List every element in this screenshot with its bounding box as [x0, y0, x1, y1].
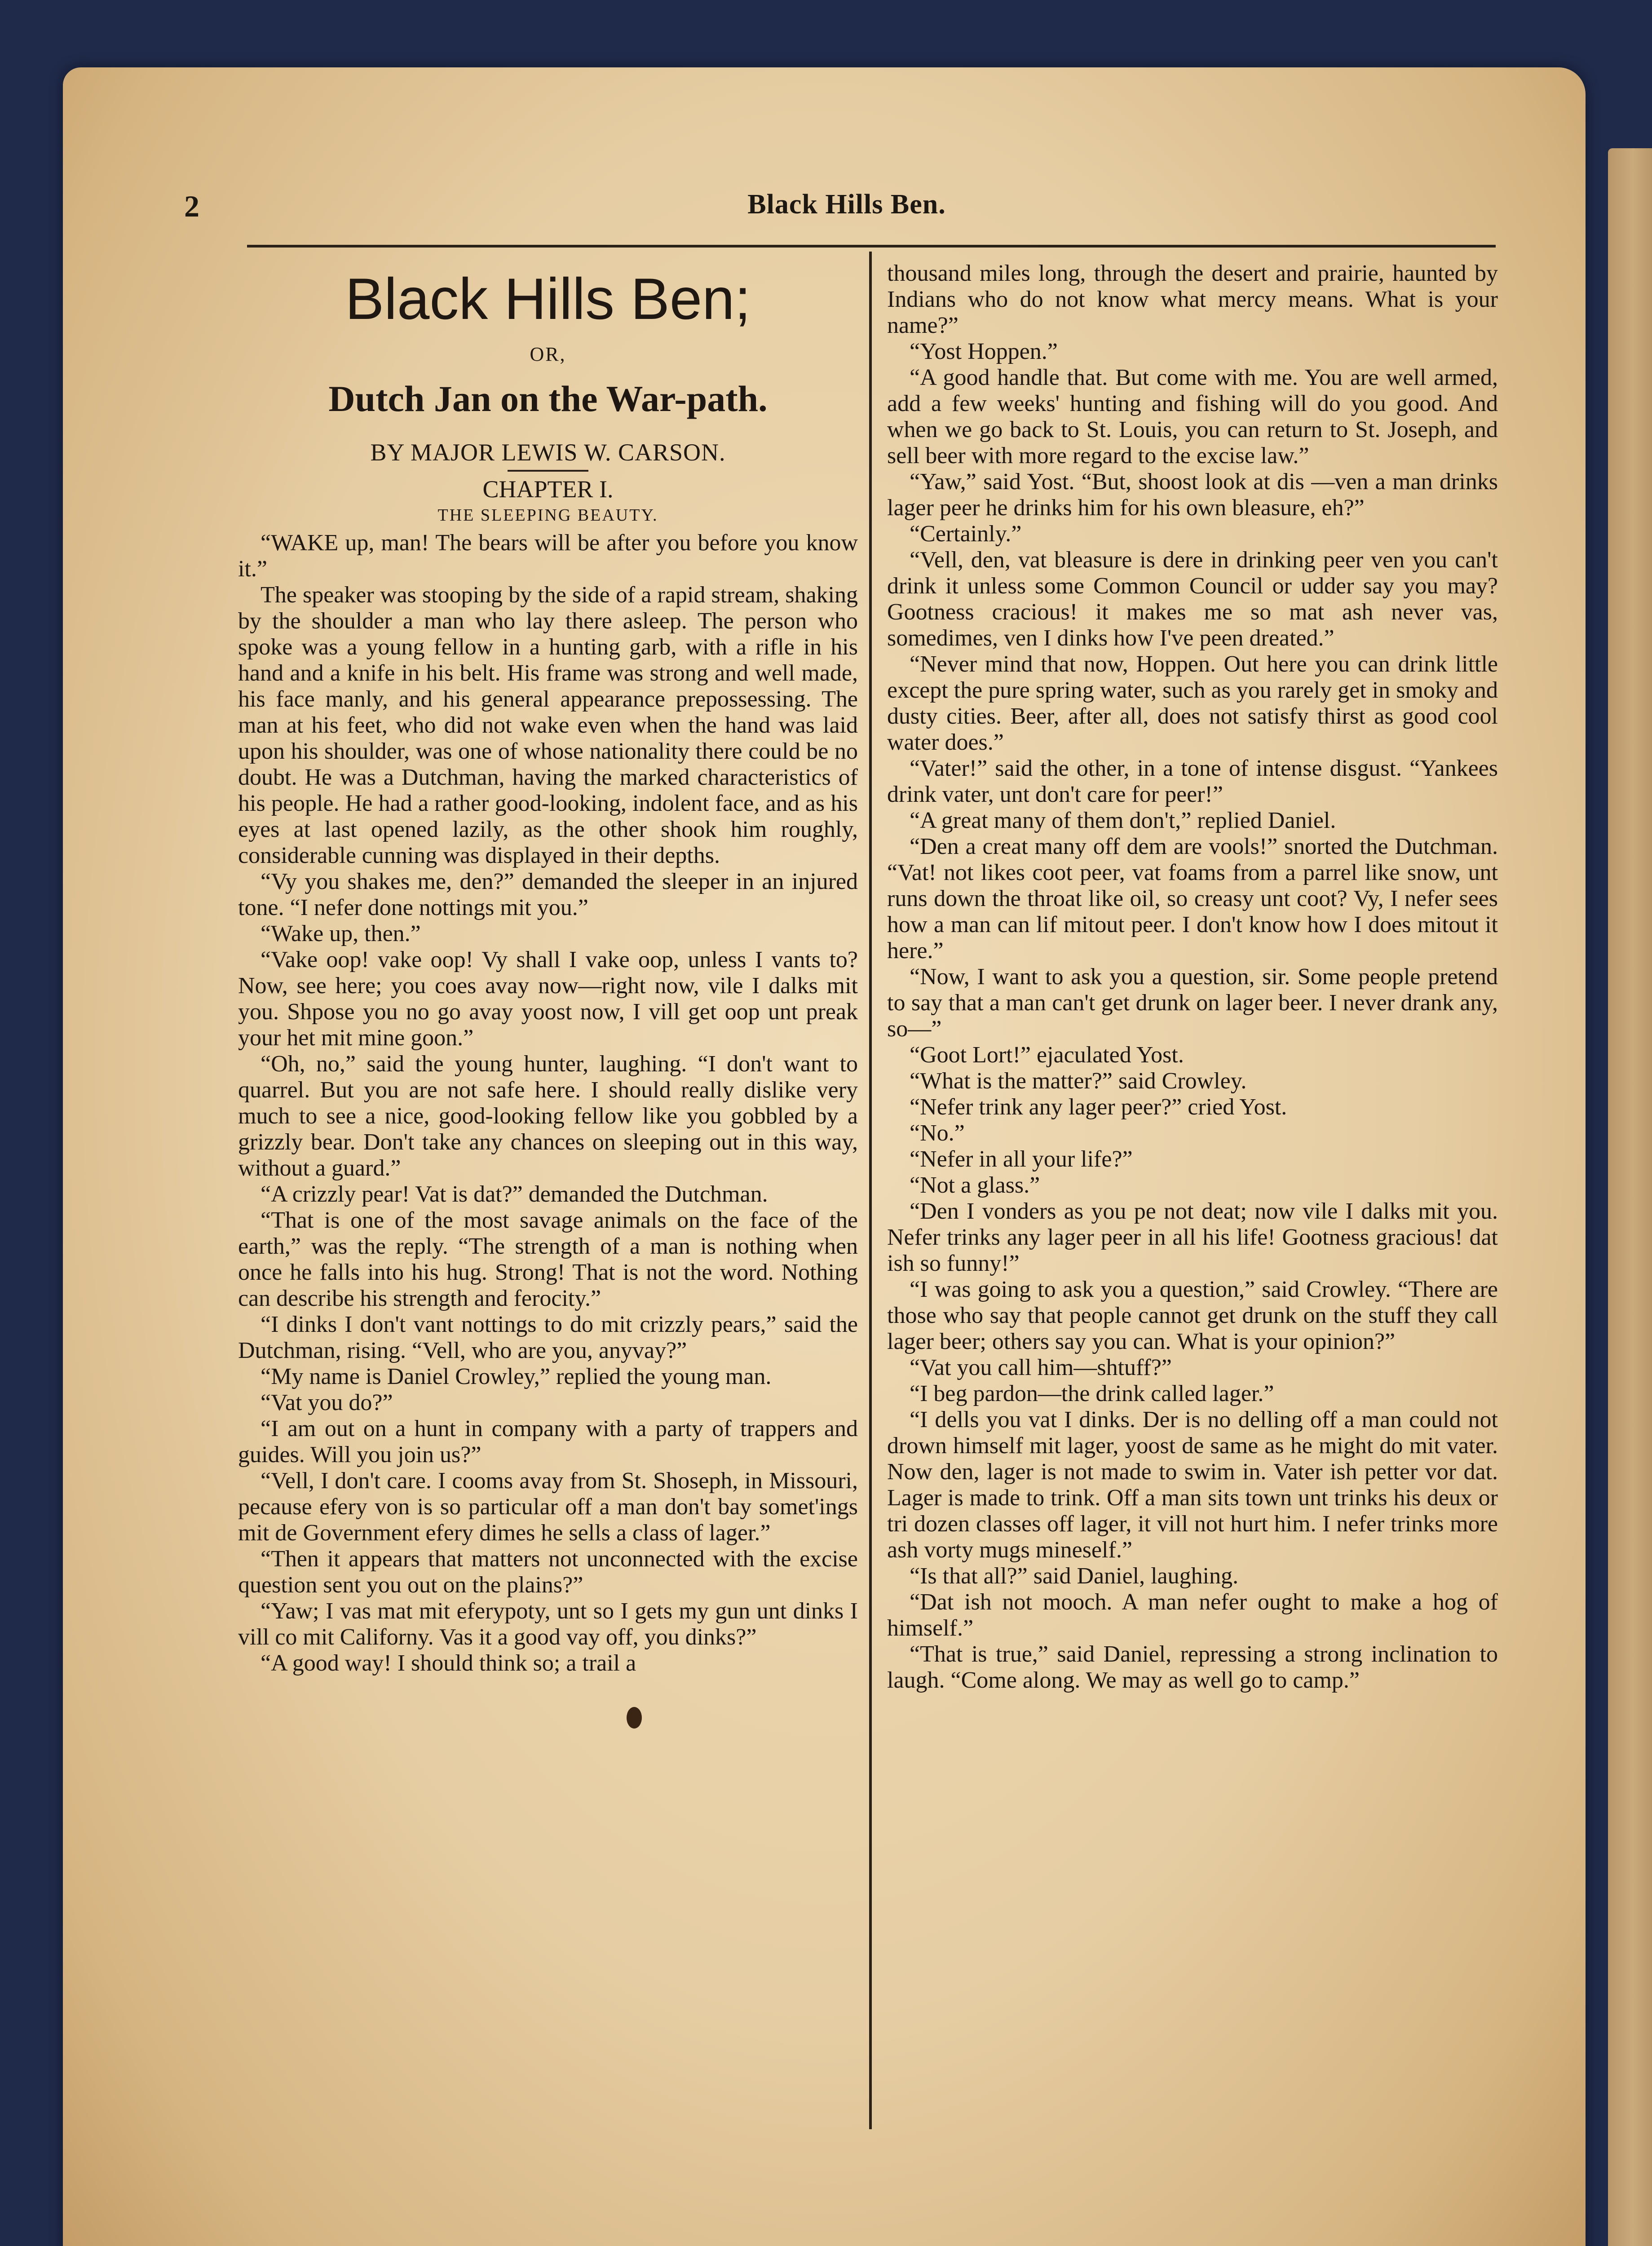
paragraph: “A good way! I should think so; a trail a: [261, 1650, 636, 1676]
paragraph: “No.”: [910, 1120, 965, 1146]
paragraph: “Not a glass.”: [910, 1172, 1040, 1198]
page-number: 2: [184, 189, 199, 223]
paragraph: “I dinks I don't vant nottings to do mit crizzly pears,” said the Dutchman, rising. “Vell, who are you, anyvay?”: [238, 1312, 858, 1363]
paragraph: “That is true,” said Daniel, repressing a strong inclination to laugh. “Come along. We may as well go to camp.”: [887, 1641, 1498, 1693]
story-title: Black Hills Ben;: [345, 266, 751, 332]
story-subtitle: Dutch Jan on the War-path.: [328, 378, 768, 419]
paragraph: “Yaw; I vas mat mit eferypoty, unt so I gets my gun unt dinks I vill co mit Californy. Vas it a good vay off, you dinks?”: [238, 1598, 858, 1650]
paragraph: “A good handle that. But come with me. You are well armed, add a few weeks' hunting and fishing will do you good. And when we go back to St. Louis, you can return to St. Joseph, and sell beer with more regard to the excise law.”: [887, 365, 1498, 469]
column-divider: [869, 252, 872, 2129]
paragraph: “I beg pardon—the drink called lager.”: [910, 1381, 1274, 1406]
paragraph: The speaker was stooping by the side of a rapid stream, shaking by the shoulder a man who lay there asleep. The person who spoke was a young fellow in a hunting garb, with a rifle in his hand and a knife in his belt. His frame was strong and well made, his face manly, and his general appearance prepossessing. The man at his feet, who did not wake even when the hand was laid upon his shoulder, was one of whose nationality there could be no doubt. He was a Dutchman, having the marked characteristics of his people. He had a rather good-looking, indolent face, and as his eyes at last opened lazily, as the other shook him roughly, considerable cunning was displayed in their depths.: [238, 582, 858, 868]
paragraph: “A crizzly pear! Vat is dat?” demanded the Dutchman.: [261, 1181, 768, 1207]
chapter-title: THE SLEEPING BEAUTY.: [437, 506, 658, 525]
byline-rule: [508, 470, 588, 472]
paragraph: “Certainly.”: [910, 521, 1022, 547]
paragraph: “That is one of the most savage animals on the face of the earth,” was the reply. “The strength of a man is nothing when once he falls into his hug. Strong! That is not the word. Nothing can describe his strength and ferocity.”: [238, 1207, 858, 1311]
chapter-heading: CHAPTER I.: [482, 476, 614, 503]
paragraph: “Goot Lort!” ejaculated Yost.: [910, 1042, 1184, 1068]
right-column: [887, 261, 1498, 2147]
paragraph: “My name is Daniel Crowley,” replied the young man.: [261, 1364, 772, 1389]
paragraph: “Den a creat many off dem are vools!” snorted the Dutchman. “Vat! not likes coot peer, vat foams from a parrel like snow, unt runs down the throat like oil, so creasy unt coot? Vy, I nefer sees how a man can lif mitout peer. I don't know how I does mitout it here.”: [887, 834, 1498, 964]
left-column: [238, 261, 858, 2147]
paragraph: “Never mind that now, Hoppen. Out here you can drink little except the pure spring water, such as you rarely get in smoky and dusty cities. Beer, after all, does not satisfy thirst as good cool water does.”: [887, 651, 1498, 755]
paragraph: “Nefer in all your life?”: [910, 1146, 1133, 1172]
paragraph: “Wake up, then.”: [261, 921, 421, 946]
byline: BY MAJOR LEWIS W. CARSON.: [370, 439, 726, 466]
paragraph: “Vat you call him—shtuff?”: [910, 1355, 1172, 1380]
paragraph: thousand miles long, through the desert and prairie, haunted by Indians who do not know what mercy means. What is your name?”: [887, 261, 1498, 338]
paragraph: “What is the matter?” said Crowley.: [910, 1068, 1247, 1094]
paragraph: “A great many of them don't,” replied Daniel.: [910, 808, 1336, 833]
ink-stain: [627, 1707, 642, 1729]
paragraph: “Then it appears that matters not unconnected with the excise question sent you out on the plains?”: [238, 1546, 858, 1598]
paragraph: “I dells you vat I dinks. Der is no delling off a man could not drown himself mit lager, yoost de same as he might do mit vater. Now den, lager is not made to swim in. Vater ish petter vor dat. Lager is made to trink. Off a man sits town unt trinks his deux or tri dozen classes off lager, it vill not hurt him. I nefer trinks more ash vorty mugs mineself.”: [887, 1407, 1498, 1563]
paragraph: “Vell, den, vat bleasure is dere in drinking peer ven you can't drink it unless some Common Council or udder say you may? Gootness cracious! it makes me so mat ash never vas, somedimes, ven I dinks how I've peen dreated.”: [887, 547, 1498, 651]
paragraph: “Yost Hoppen.”: [910, 339, 1058, 364]
right-column-text: [887, 261, 1498, 1693]
running-title: Black Hills Ben.: [747, 189, 946, 220]
paragraph: “Vake oop! vake oop! Vy shall I vake oop, unless I vants to? Now, see here; you coes avay now—right now, vile I dalks mit you. Shpose you no go avay yoost now, I vill get oop unt preak your het mit mine goon.”: [238, 947, 858, 1051]
paragraph: “I am out on a hunt in company with a party of trappers and guides. Will you join us?”: [238, 1416, 858, 1468]
paragraph: “Oh, no,” said the young hunter, laughing. “I don't want to quarrel. But you are not safe here. I should really dislike very much to see a nice, good-looking fellow like you gobbled by a grizzly bear. Don't take any chances on sleeping out in this way, without a guard.”: [238, 1051, 858, 1181]
paragraph: “Now, I want to ask you a question, sir. Some people pretend to say that a man can't get drunk on lager beer. I never drank any, so—”: [887, 964, 1498, 1042]
adjacent-page-edge: [1608, 148, 1652, 2246]
paragraph: “Vater!” said the other, in a tone of intense disgust. “Yankees drink vater, unt don't care for peer!”: [887, 756, 1498, 807]
paragraph: “Yaw,” said Yost. “But, shoost look at dis —ven a man drinks lager peer he drinks him for his own bleasure, eh?”: [887, 469, 1498, 521]
paragraph: “Dat ish not mooch. A man nefer ought to make a hog of himself.”: [887, 1589, 1498, 1641]
paragraph: “Nefer trink any lager peer?” cried Yost.: [910, 1094, 1287, 1120]
left-column-text: [238, 530, 858, 1676]
paragraph: “WAKE up, man! The bears will be after you before you know it.”: [238, 530, 858, 582]
story-or: OR,: [530, 343, 566, 365]
paragraph: “Vy you shakes me, den?” demanded the sleeper in an injured tone. “I nefer done nottings mit you.”: [238, 869, 858, 920]
page-header: [184, 189, 1509, 243]
paragraph: “Vat you do?”: [261, 1390, 393, 1415]
header-rule: [247, 245, 1496, 248]
paragraph: “I was going to ask you a question,” said Crowley. “There are those who say that people cannot get drunk on the stuff they call lager beer; others say you can. What is your opinion?”: [887, 1277, 1498, 1354]
paragraph: “Vell, I don't care. I cooms avay from St. Shoseph, in Missouri, pecause efery von is so particular off a man don't bay somet'ings mit de Government efery dimes he sells a class of lager.”: [238, 1468, 858, 1546]
paragraph: “Is that all?” said Daniel, laughing.: [910, 1563, 1239, 1589]
paragraph: “Den I vonders as you pe not deat; now vile I dalks mit you. Nefer trinks any lager peer in all his life! Gootness gracious! dat ish so funny!”: [887, 1198, 1498, 1276]
